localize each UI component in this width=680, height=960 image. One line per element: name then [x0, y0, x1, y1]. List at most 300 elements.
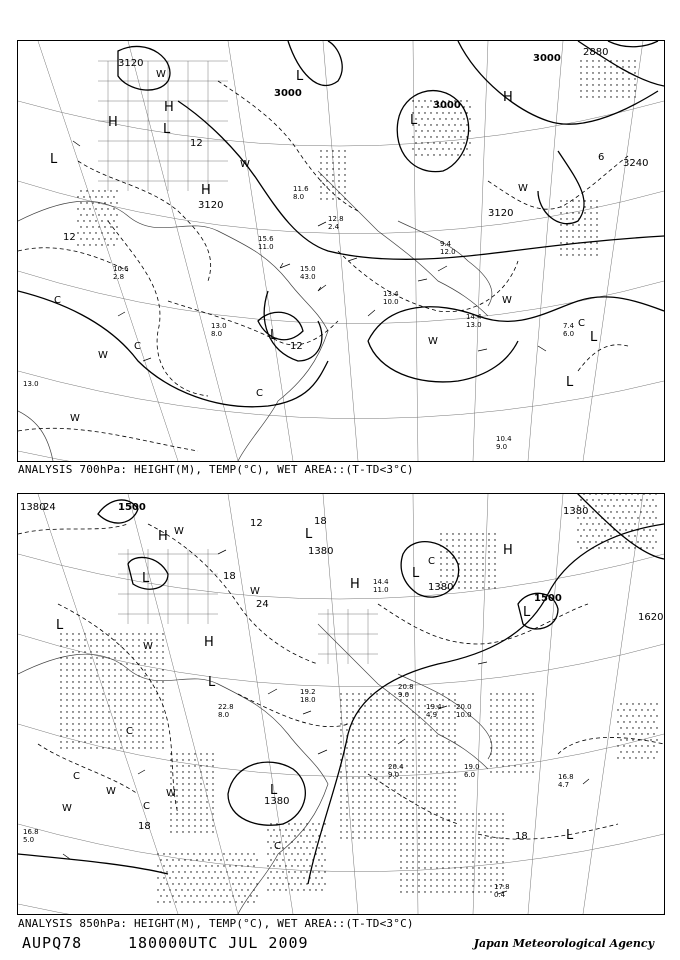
wet-dot [643, 505, 644, 506]
wet-dot [628, 96, 629, 97]
wet-dot [194, 795, 195, 796]
wet-dot [469, 130, 470, 131]
wet-dot [583, 541, 584, 542]
wet-dot [282, 847, 283, 848]
wet-dot [205, 889, 206, 890]
wet-dot [132, 663, 133, 664]
wet-dot [376, 699, 377, 700]
warm-marker: W [156, 69, 166, 80]
wet-dot [388, 801, 389, 802]
wet-dot [394, 747, 395, 748]
wet-dot [526, 729, 527, 730]
wet-dot [182, 765, 183, 766]
wet-dot [454, 136, 455, 137]
wet-dot [454, 825, 455, 826]
wet-dot [104, 190, 105, 191]
wet-dot [520, 729, 521, 730]
wet-dot [583, 517, 584, 518]
wet-dot [454, 807, 455, 808]
warm-marker: W [106, 786, 116, 797]
wet-dot [288, 883, 289, 884]
wet-dot [96, 729, 97, 730]
wet-dot [578, 206, 579, 207]
wet-dot [514, 741, 515, 742]
wet-dot [490, 879, 491, 880]
wet-dot [95, 208, 96, 209]
wet-dot [448, 148, 449, 149]
wet-dot [108, 711, 109, 712]
wet-dot [181, 853, 182, 854]
cold-marker: C [73, 771, 80, 782]
wet-dot [150, 675, 151, 676]
wet-dot [604, 78, 605, 79]
wet-dot [400, 843, 401, 844]
contour-label: 1380 [308, 546, 334, 557]
wet-dot [458, 533, 459, 534]
wet-dot [370, 747, 371, 748]
wet-dot [238, 871, 239, 872]
wet-dot [206, 813, 207, 814]
wet-dot [625, 529, 626, 530]
wet-dot [424, 831, 425, 832]
wet-dot [256, 895, 257, 896]
wet-dot [442, 747, 443, 748]
wet-dot [604, 547, 605, 548]
wet-dot [156, 675, 157, 676]
wet-dot [490, 885, 491, 886]
wet-dot [572, 248, 573, 249]
wet-dot [205, 901, 206, 902]
wet-dot [596, 248, 597, 249]
wet-dot [439, 118, 440, 119]
wet-dot [412, 735, 413, 736]
wet-dot [448, 717, 449, 718]
wet-dot [634, 60, 635, 61]
wet-dot [297, 865, 298, 866]
wet-dot [92, 214, 93, 215]
wet-dot [84, 663, 85, 664]
wet-dot [297, 829, 298, 830]
wet-dot [344, 174, 345, 175]
wet-dot [478, 891, 479, 892]
wet-dot [458, 557, 459, 558]
wet-dot [628, 84, 629, 85]
cold-marker: C [256, 388, 263, 399]
wet-dot [321, 889, 322, 890]
wet-dot [418, 753, 419, 754]
wet-dot [358, 735, 359, 736]
wet-dot [309, 865, 310, 866]
wet-dot [610, 78, 611, 79]
wet-dot [448, 789, 449, 790]
wet-dot [514, 723, 515, 724]
cold-marker: C [54, 295, 61, 306]
wet-dot [400, 777, 401, 778]
wet-dot [382, 777, 383, 778]
wet-dot [454, 843, 455, 844]
warm-marker: W [166, 788, 176, 799]
wet-dot [80, 238, 81, 239]
wet-dot [78, 657, 79, 658]
wet-dot [427, 142, 428, 143]
wet-dot [514, 705, 515, 706]
wet-dot [418, 891, 419, 892]
wet-dot [102, 639, 103, 640]
wet-dot [144, 681, 145, 682]
wet-dot [120, 705, 121, 706]
wet-dot [388, 747, 389, 748]
wet-dot [488, 539, 489, 540]
wet-dot [598, 523, 599, 524]
wet-dot [578, 200, 579, 201]
wet-dot [436, 723, 437, 724]
wet-dot [212, 813, 213, 814]
wet-dot [182, 795, 183, 796]
station-value: 11.0 [258, 243, 274, 251]
wet-dot [205, 853, 206, 854]
wet-dot [279, 853, 280, 854]
wet-dot [488, 551, 489, 552]
wet-dot [388, 819, 389, 820]
wet-dot [478, 867, 479, 868]
wet-dot [394, 825, 395, 826]
low-pressure-marker: L [56, 618, 64, 633]
wet-dot [490, 837, 491, 838]
wet-dot [442, 771, 443, 772]
wet-dot [78, 633, 79, 634]
wet-dot [126, 699, 127, 700]
wet-dot [454, 849, 455, 850]
wet-dot [108, 651, 109, 652]
wet-dot [270, 883, 271, 884]
wet-dot [364, 741, 365, 742]
wet-dot [634, 72, 635, 73]
wet-dot [430, 825, 431, 826]
wet-dot [442, 819, 443, 820]
wet-dot [448, 783, 449, 784]
wet-dot [454, 795, 455, 796]
wet-dot [439, 154, 440, 155]
wet-dot [418, 100, 419, 101]
wet-dot [156, 741, 157, 742]
wet-dot [388, 729, 389, 730]
wet-dot [460, 867, 461, 868]
wet-dot [84, 699, 85, 700]
wet-dot [226, 883, 227, 884]
wet-dot [613, 541, 614, 542]
wet-dot [628, 511, 629, 512]
station-value: 17.8 [494, 883, 510, 891]
wet-dot [110, 214, 111, 215]
wet-dot [181, 889, 182, 890]
wet-dot [412, 885, 413, 886]
wet-dot [176, 753, 177, 754]
wet-dot [520, 723, 521, 724]
wet-dot [580, 78, 581, 79]
station-value: 2.4 [328, 223, 340, 231]
wet-dot [460, 837, 461, 838]
wet-dot [430, 771, 431, 772]
wet-dot [288, 823, 289, 824]
wet-dot [502, 855, 503, 856]
wet-dot [520, 711, 521, 712]
wet-dot [188, 765, 189, 766]
wet-dot [598, 96, 599, 97]
wet-dot [458, 551, 459, 552]
wet-dot [90, 663, 91, 664]
wet-dot [194, 765, 195, 766]
wet-dot [364, 717, 365, 718]
wet-dot [454, 789, 455, 790]
wet-dot [532, 705, 533, 706]
wet-dot [96, 657, 97, 658]
wet-dot [144, 687, 145, 688]
wet-dot [321, 877, 322, 878]
wet-dot [294, 883, 295, 884]
wet-dot [601, 505, 602, 506]
wet-dot [620, 739, 621, 740]
wet-dot [162, 651, 163, 652]
wet-dot [394, 813, 395, 814]
wet-dot [476, 569, 477, 570]
wet-dot [433, 130, 434, 131]
wet-dot [370, 837, 371, 838]
wet-dot [338, 162, 339, 163]
wet-dot [578, 248, 579, 249]
wet-dot [190, 883, 191, 884]
wet-dot [586, 84, 587, 85]
wet-dot [436, 777, 437, 778]
wet-dot [253, 889, 254, 890]
wet-dot [90, 741, 91, 742]
wet-dot [418, 789, 419, 790]
wet-dot [578, 212, 579, 213]
wet-dot [482, 539, 483, 540]
wet-dot [126, 723, 127, 724]
wet-dot [235, 901, 236, 902]
wet-dot [193, 865, 194, 866]
wet-dot [90, 735, 91, 736]
wet-dot [358, 789, 359, 790]
wet-dot [226, 871, 227, 872]
wet-dot [454, 693, 455, 694]
wet-dot [400, 801, 401, 802]
wet-dot [394, 801, 395, 802]
wet-dot [448, 136, 449, 137]
wet-dot [364, 753, 365, 754]
wet-dot [482, 557, 483, 558]
wet-dot [306, 835, 307, 836]
wet-dot [144, 669, 145, 670]
wet-dot [90, 687, 91, 688]
wet-dot [156, 651, 157, 652]
wet-dot [496, 867, 497, 868]
wet-dot [346, 789, 347, 790]
wet-dot [86, 214, 87, 215]
wet-dot [616, 90, 617, 91]
wet-dot [200, 813, 201, 814]
wet-dot [464, 539, 465, 540]
wet-dot [340, 771, 341, 772]
wet-dot [217, 853, 218, 854]
wet-dot [220, 859, 221, 860]
wet-dot [338, 180, 339, 181]
wet-dot [182, 825, 183, 826]
wet-dot [629, 757, 630, 758]
wet-dot [458, 539, 459, 540]
wet-dot [194, 753, 195, 754]
wet-dot [150, 687, 151, 688]
wet-dot [488, 563, 489, 564]
wet-dot [78, 663, 79, 664]
wet-dot [394, 723, 395, 724]
wet-dot [454, 801, 455, 802]
wet-dot [424, 807, 425, 808]
wet-dot [238, 895, 239, 896]
wet-dot [442, 891, 443, 892]
wet-dot [294, 835, 295, 836]
wet-dot [412, 891, 413, 892]
wet-dot [650, 751, 651, 752]
wet-dot [72, 747, 73, 748]
wet-dot [157, 853, 158, 854]
wet-dot [448, 759, 449, 760]
wet-dot [176, 759, 177, 760]
wet-dot [514, 711, 515, 712]
wet-dot [114, 681, 115, 682]
wet-dot [388, 813, 389, 814]
wet-dot [212, 789, 213, 790]
wet-dot [394, 831, 395, 832]
wet-dot [212, 831, 213, 832]
wet-dot [418, 717, 419, 718]
wet-dot [138, 657, 139, 658]
wet-dot [200, 777, 201, 778]
wet-dot [352, 693, 353, 694]
wet-dot [632, 739, 633, 740]
wet-dot [156, 657, 157, 658]
warm-cold-group [54, 69, 585, 424]
wet-dot [647, 745, 648, 746]
wet-dot [448, 699, 449, 700]
wet-dot [478, 861, 479, 862]
wet-dot [406, 873, 407, 874]
wet-dot [646, 523, 647, 524]
wet-dot [340, 807, 341, 808]
wet-dot [78, 723, 79, 724]
wet-dot [113, 220, 114, 221]
wet-dot [238, 859, 239, 860]
wet-dot [616, 547, 617, 548]
wet-dot [448, 867, 449, 868]
wet-dot [116, 202, 117, 203]
wet-dot [83, 208, 84, 209]
wet-dot [273, 877, 274, 878]
wet-dot [469, 118, 470, 119]
wet-dot [629, 709, 630, 710]
wet-dot [138, 705, 139, 706]
wet-dot [156, 747, 157, 748]
wet-dot [496, 861, 497, 862]
station-value: 15.6 [258, 235, 274, 243]
wet-dot [436, 795, 437, 796]
wet-dot [427, 118, 428, 119]
wet-dot [628, 523, 629, 524]
wet-dot [364, 759, 365, 760]
wet-dot [566, 248, 567, 249]
wet-dot [418, 148, 419, 149]
wet-dot [448, 705, 449, 706]
wet-dot [616, 84, 617, 85]
wet-dot [502, 735, 503, 736]
station-value: 9.4 [440, 240, 452, 248]
wet-dot [96, 717, 97, 718]
contour-label: 3120 [198, 200, 224, 211]
wet-dot [421, 130, 422, 131]
wet-dot [604, 511, 605, 512]
station-value: 20.8 [398, 683, 414, 691]
wet-dot [400, 861, 401, 862]
wet-dot [532, 735, 533, 736]
wet-dot [610, 499, 611, 500]
wet-dot [412, 699, 413, 700]
wet-dot [451, 154, 452, 155]
wet-dot [494, 545, 495, 546]
wet-dot [150, 693, 151, 694]
wet-dot [370, 741, 371, 742]
wet-dot [442, 807, 443, 808]
wet-dot [107, 232, 108, 233]
wet-dot [320, 174, 321, 175]
wet-dot [446, 557, 447, 558]
wet-dot [176, 813, 177, 814]
wet-dot [388, 753, 389, 754]
wet-dot [253, 877, 254, 878]
wet-dot [584, 254, 585, 255]
wet-dot [184, 883, 185, 884]
wet-dot [490, 825, 491, 826]
wet-dot [494, 563, 495, 564]
wet-dot [454, 699, 455, 700]
wet-dot [400, 759, 401, 760]
wet-dot [412, 807, 413, 808]
wet-dot [150, 657, 151, 658]
graticule [18, 41, 664, 461]
wet-dot [464, 551, 465, 552]
wet-dot [235, 853, 236, 854]
wet-dot [78, 729, 79, 730]
wet-dot [104, 214, 105, 215]
wet-dot [466, 891, 467, 892]
wet-dot [400, 849, 401, 850]
wet-dot [138, 741, 139, 742]
wet-dot [460, 873, 461, 874]
wet-dot [241, 865, 242, 866]
wet-dot [580, 547, 581, 548]
wet-dot [358, 747, 359, 748]
wet-dot [572, 212, 573, 213]
wet-dot [247, 853, 248, 854]
wet-dot [496, 729, 497, 730]
wet-dot [364, 729, 365, 730]
wet-dot [96, 675, 97, 676]
wet-dot [472, 885, 473, 886]
wet-dot [394, 729, 395, 730]
wet-dot [400, 735, 401, 736]
wet-dot [400, 813, 401, 814]
wet-dot [482, 569, 483, 570]
wet-dot [445, 130, 446, 131]
